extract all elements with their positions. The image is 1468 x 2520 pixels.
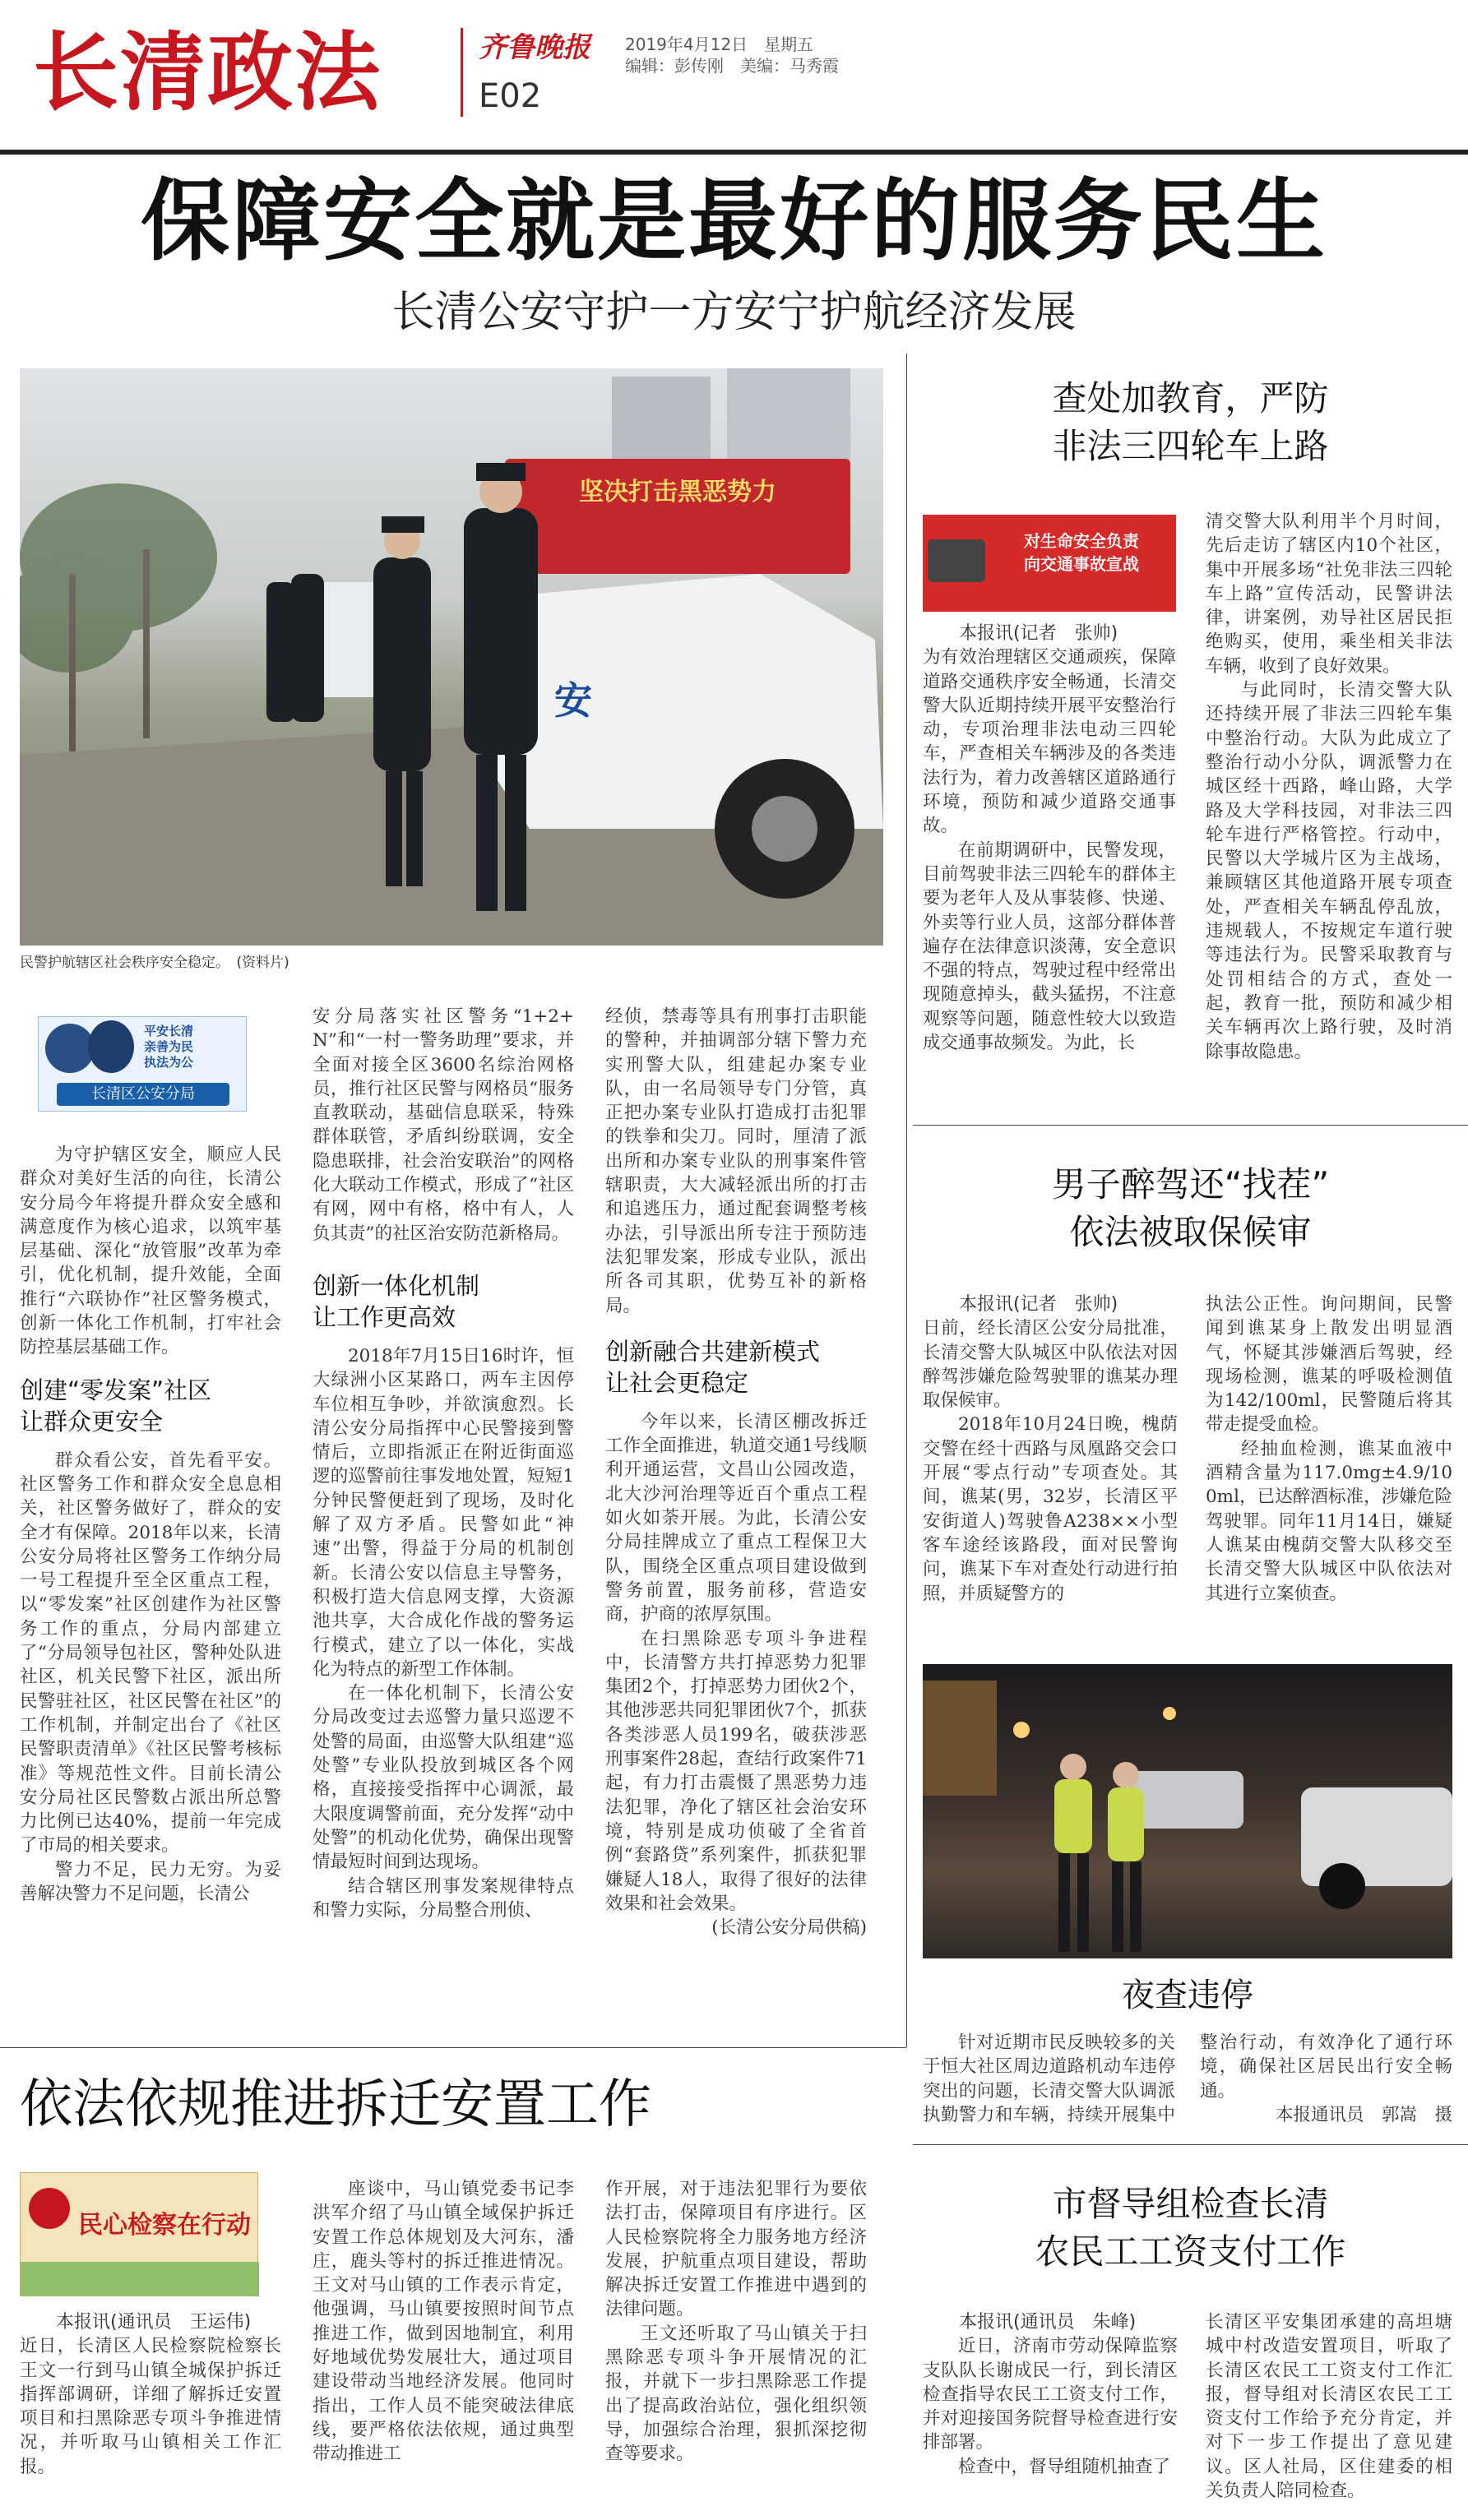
masthead-rule: [0, 150, 1468, 155]
paragraph: 在一体化机制下，长清公安分局改变过去巡警力量只巡逻不处警的局面，由巡警大队组建“巡处警”专业队投放到城区各个网格，直接接受指挥中心调派，最大限度调警前面，充分发挥“动中处警”的机动化优势，确保出现警情最短时间到达现场。: [313, 1683, 574, 1873]
police-photo: [20, 368, 883, 946]
main-column-2: [313, 1005, 574, 1922]
paragraph: 王文还听取了马山镇关于扫黑除恶专项斗争开展情况的汇报，并就下一步扫黑除恶工作提出了提高政治站位，强化组织领导，加强综合治理，狠抓深挖彻查等要求。: [605, 2323, 867, 2465]
paragraph: 为有效治理辖区交通顽疾，保障道路交通秩序安全畅通，长清交警大队近期持续开展平安整治行动，专项治理非法电动三四轮车，严查相关车辆涉及的各类违法行为，着力改善辖区道路通行环境，预防和减少道路交通事故。: [923, 647, 1176, 837]
night-photo-caption: [923, 2031, 1452, 2127]
paragraph: 为守护辖区安全，顺应人民群众对美好生活的向往，长清公安分局今年将提升群众安全感和满意度作为核心追求，以筑牢基层基础、深化“放管服”改革为牵引，优化机制，提升效能，全面推行“六联协作”社区警务模式，创新一体化工作机制，打牢社会防控基层基础工作。: [20, 1144, 281, 1358]
safety-slogan: 对生命安全负责 向交通事故宣战: [1024, 531, 1139, 574]
byline: 本报讯(通讯员 朱峰): [959, 2312, 1137, 2333]
badge-line2: 亲善为民: [144, 1039, 194, 1054]
article5-column-3: [605, 2177, 867, 2467]
police-badge: [38, 1016, 247, 1112]
paragraph: 检查中，督导组随机抽查了: [958, 2456, 1171, 2477]
paragraph: 清交警大队利用半个月时间，先后走访了辖区内10个社区，集中开展多场“社免非法三四轮车上路”宣传活动，民警讲法律，讲案例，劝导社区居民拒绝购买，使用，乘坐相关非法车辆，收到了良好效果。: [1206, 511, 1452, 677]
article5-column-1: [20, 2310, 281, 2479]
campaign-logo: 民心检察在行动: [78, 2211, 251, 2240]
main-headline: 保障安全就是最好的服务民生: [140, 170, 1327, 273]
paragraph: 座谈中，马山镇党委书记李洪军介绍了马山镇全域保护拆迁安置工作总体规划及大河东，潘庄，鹿头等村的拆迁推进情况。王文对马山镇的工作表示肯定，他强调，马山镇要按照时间节点推进工作，做到因地制宜，利用好地域优势发展壮大，通过项目建设带动当地经济发展。他同时指出，工作人员不能突破法律底线，要严格依法依规，通过典型带动推进工: [313, 2179, 574, 2465]
photo-credit: 本报通讯员 郭嵩 摄: [1275, 2104, 1452, 2125]
paragraph: 近日，长清区人民检察院检察长王文一行到马山镇全城保护拆迁指挥部调研，详细了解拆迁安置项目和扫黑除恶专项斗争推进情况，并听取马山镇相关工作汇报。: [20, 2336, 281, 2477]
page-number: E02: [479, 77, 542, 115]
article-divider: [913, 2144, 1468, 2145]
article-divider: [913, 1125, 1468, 1126]
column-divider: [906, 354, 907, 2047]
subsection-title: 创新融合共建新模式 让社会更稳定: [605, 1337, 821, 1397]
photo-title: 夜查违停: [1122, 1977, 1253, 2014]
police-mascot-icon: [45, 1024, 95, 1073]
paragraph: 警力不足，民力无穷。为妥善解决警力不足问题，长清公: [20, 1859, 281, 1905]
article3-column-1: [923, 1292, 1178, 1606]
paragraph: 群众看公安，首先看平安。社区警务工作和群众安全息息相关，社区警务做好了，群众的安全才有保障。2018年以来，长清公安分局将社区警务工作纳分局一号工程提升至全区重点工程，以“零发案”社区创建作为社区警务工作的重点，分局内部建立了“分局领导包社区，警种处队进社区，机关民警下社区，派出所民警驻社区，社区民警在社区”的工作机制，并制定出台了《社区民警职责清单》《社区民警考核标准》等规范性文件。目前长清公安分局社区民警数占派出所总警力比例已达40%，提前一年完成了市局的相关要求。: [20, 1450, 281, 1856]
paragraph: 与此同时，长清交警大队还持续开展了非法三四轮车集中整治行动。大队为此成立了整治行动小分队，调派警力在城区经十西路，峰山路，大学路及大学科技园，对非法三四轮车进行严格管控。行动中，民警以大学城片区为主战场，兼顾辖区其他道路开展专项查处，严查相关车辆乱停乱放，违规载人，不按规定车道行驶等违法行为。民警采取教育与处罚相结合的方式，查处一起，教育一批，预防和减少相关车辆再次上路行驶，及时消除事故隐患。: [1206, 680, 1452, 1062]
article-title: 市督导组检查长清 农民工工资支付工作: [1035, 2184, 1346, 2272]
article3-column-2: [1206, 1292, 1452, 1606]
paragraph: 安分局落实社区警务“1+2+N”和“一村一警务助理”要求，并全面对接全区3600名综治网格员，推行社区民警与网格员“服务直教联动，基础信息联采，特殊群体联管，矛盾纠纷联调，安全隐患联排，社会治安联治”的网格化大联动工作模式，形成了“社区有网，网中有格，格中有人，人负其责”的社区治安防范新格局。: [313, 1006, 574, 1244]
badge-line1: 平安长清: [144, 1024, 194, 1038]
paragraph: 2018年10月24日晚，槐荫交警在经十西路与凤凰路交会口开展“零点行动”专项查处。其间，谯某(男，32岁，长清区平安街道人)驾驶鲁A238××小型客车途经该路段，面对民警询问，谯某下车对查处行动进行拍照，并质疑警方的: [923, 1414, 1178, 1604]
paragraph: 经侦，禁毒等具有刑事打击职能的警种，并抽调部分辖下警力充实刑警大队，组建起办案专业队，由一名局领导专门分管，真正把办案专业队打造成打击犯罪的铁拳和尖刀。同时，厘清了派出所和办案专业队的刑事案件管辖职责，大大减轻派出所的打击和追逃压力，通过配套调整考核办法，引导派出所专注于预防违法犯罪发案，形成专业队，派出所各司其职，优势互补的新格局。: [605, 1006, 867, 1316]
article5-column-2: [313, 2177, 574, 2467]
photo-caption: 民警护航辖区社会秩序安全稳定。 (资料片): [20, 955, 289, 971]
byline: 本报讯(记者 张帅): [959, 1294, 1118, 1315]
section-title: 长清政法: [33, 22, 382, 123]
paragraph: 在前期调研中，民警发现，目前驾驶非法三四轮车的群体主要为老年人及从事装修、快递、外卖等行业人员，这部分群体普遍存在法律意识淡薄，安全意识不强的特点，驾驶过程中经常出现随意掉头，截头猛拐，不注意观察等问题，随意性较大以致造成交通事故频发。为此，长: [923, 839, 1176, 1054]
paragraph: 经抽血检测，谯某血液中酒精含量为117.0mg±4.9/100ml，已达醉酒标准，涉嫌危险驾驶罪。同年11月14日，嫌疑人谯某由槐荫交警大队移交至长清交警大队城区中队依法对其进行立案侦查。: [1206, 1438, 1452, 1604]
traffic-safety-image: [923, 515, 1176, 612]
byline: 本报讯(记者 张帅): [959, 623, 1118, 644]
procuratorate-image: [20, 2172, 258, 2296]
paragraph: 执法公正性。询问期间，民警闻到谯某身上散发出明显酒气，怀疑其涉嫌酒后驾驶，经现场检测，谯某的呼吸检测值为142/100ml，民警随后将其带走提受血检。: [1206, 1294, 1452, 1436]
editor-line: 编辑：彭传刚 美编：马秀霞: [625, 56, 839, 76]
paragraph: 作开展，对于违法犯罪行为要依法打击，保障项目有序进行。区人民检察院将全力服务地方经济发展，护航重点项目建设，帮助解决拆迁安置工作推进中遇到的法律问题。: [605, 2179, 867, 2320]
main-subheadline: 长清公安守护一方安宁护航经济发展: [391, 288, 1077, 337]
article2-column-2: [1206, 510, 1452, 1064]
paragraph: 今年以来，长清区棚改拆迁工作全面推进，轨道交通1号线顺利开通运营，文昌山公园改造，北大沙河治理等近百个重点工程如火如荼开展。为此，长清公安分局挂牌成立了重点工程保卫大队，围绕全区重点项目建设做到警务前置，服务前移，营造安商，护商的浓厚氛围。: [605, 1411, 867, 1625]
paragraph: 近日，济南市劳动保障监察支队队长谢成民一行，到长清区检查指导农民工工资支付工作，并对迎接国务院督导检查进行安排部署。: [923, 2336, 1178, 2453]
paragraph: 结合辖区刑事发案规律特点和警力实际，分局整合刑侦、: [313, 1875, 574, 1921]
main-column-3: [605, 1005, 867, 1940]
article-title: 依法依规推进拆迁安置工作: [20, 2074, 651, 2135]
badge-line3: 执法为公: [144, 1055, 194, 1070]
billboard-sign: 坚决打击黑恶势力: [579, 478, 776, 506]
paragraph: 在扫黑除恶专项斗争进程中，长清警方共打掉恶势力犯罪集团2个，打掉恶势力团伙2个，其他涉恶共同犯罪团伙7个，抓获各类涉恶人员199名，破获涉恶刑事案件28起，查结行政案件71起，有力打击震慑了黑恶势力违法犯罪，净化了辖区社会治安环境，特别是成功侦破了全省首例“套路贷”系列案件，抓获犯罪嫌疑人18人，取得了很好的法律效果和社会效果。: [605, 1628, 867, 1914]
article2-column-1: [923, 622, 1176, 1055]
masthead-divider: [461, 28, 463, 117]
paper-name: 齐鲁晚报: [479, 31, 590, 64]
night-patrol-photo: [923, 1664, 1452, 1958]
police-mascot-icon: [88, 1020, 134, 1073]
main-column-1: [20, 1143, 281, 1906]
byline: 本报讯(通讯员 王运伟): [56, 2312, 252, 2333]
svg-text:安: 安: [554, 678, 592, 723]
paragraph: 针对近期市民反映较多的关于恒大社区周边道路机动车违停突出的问题，长清交警大队调派执勤警力和车辆，持续开展集中整治行动，有效净化了通行环境，确保社区居民出行安全畅通。: [923, 2032, 1452, 2125]
article-title: 男子醉驾还“找茬” 依法被取保候审: [1051, 1164, 1330, 1252]
subsection-title: 创新一体化机制 让工作更高效: [313, 1271, 480, 1331]
date-line: 2019年4月12日 星期五: [625, 35, 814, 54]
article-title: 查处加教育，严防 非法三四轮车上路: [1052, 378, 1329, 466]
article-divider: [0, 2047, 906, 2048]
procuratorate-emblem-icon: [29, 2188, 70, 2229]
source-sign: (长清公安分局供稿): [711, 1917, 867, 1939]
subsection-title: 创建“零发案”社区 让群众更安全: [20, 1376, 212, 1436]
paragraph: 日前，经长清区公安分局批准，长清交警大队城区中队依法对因醉驾涉嫌危险驾驶罪的谯某办理取保候审。: [923, 1318, 1178, 1412]
article6-column-1: [923, 2310, 1178, 2479]
badge-unit: 长清区公安分局: [57, 1083, 229, 1106]
article6-column-2: [1206, 2310, 1452, 2503]
paragraph: 2018年7月15日16时许，恒大绿洲小区某路口，两车主因停车位相互争吵，并欲演愈烈。长清公安分局指挥中心民警接到警情后，立即指派正在附近街面巡逻的巡警前往事发地处置，短短1分钟民警便赶到了现场，及时化解了双方矛盾。民警如此“神速”出警，得益于分局的机制创新。长清公安以信息主导警务，积极打造大信息网支撑，大资源池共享，大合成化作战的警务运行模式，建立了以一体化，实战化为特点的新型工作体制。: [313, 1345, 574, 1680]
paragraph: 长清区平安集团承建的高坦塘城中村改造安置项目，听取了长清区农民工工资支付工作汇报，督导组对长清区农民工工资支付工作给予充分肯定，并对下一步工作提出了意见建议。区人社局，区住建委的相关负责人陪同检查。: [1206, 2312, 1452, 2502]
